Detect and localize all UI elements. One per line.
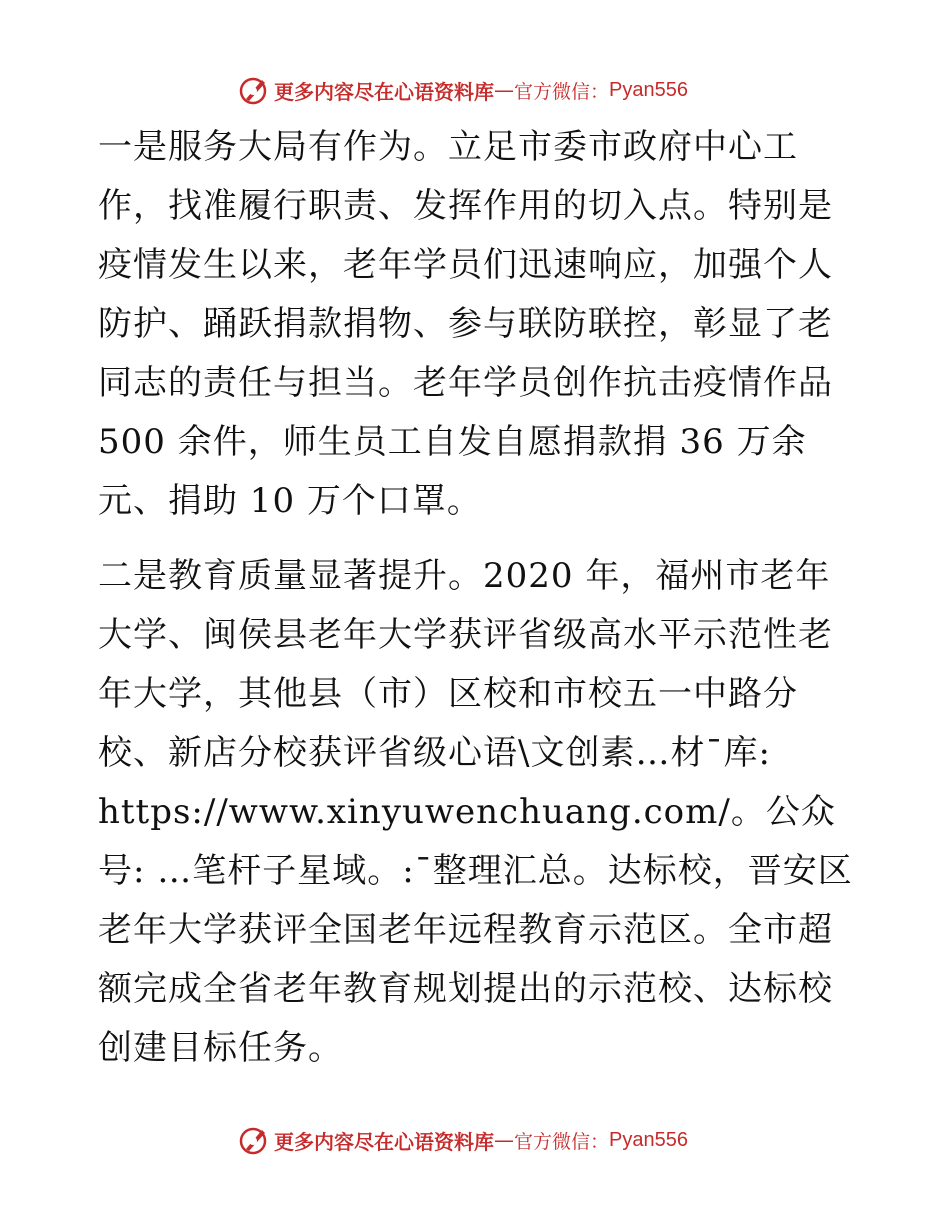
quill-logo-icon — [236, 1123, 270, 1157]
watermark-wechat-id: Pyan556 — [609, 1128, 688, 1151]
paragraph-1: 一是服务大局有作为。立足市委市政府中心工作，找准履行职责、发挥作用的切入点。特别是疫情发生以来，老年学员们迅速响应，加强个人防护、踊跃捐款捐物、参与联防联控，彰显了老同志的责任与担当。老年学员创作抗击疫情作品 500 余件，师生员工自发自愿捐款捐 36 万余元、捐助 10 万个口罩。 — [98, 127, 833, 521]
watermark-subtitle: 官方微信： — [514, 1130, 610, 1153]
footer-watermark-banner — [236, 1122, 688, 1158]
watermark-separator: — — [494, 1128, 514, 1152]
document-body — [98, 118, 858, 1078]
header-watermark-banner — [236, 72, 688, 108]
quill-logo-icon — [236, 73, 270, 107]
watermark-title: 更多内容尽在心语资料库 — [274, 79, 494, 104]
watermark-wechat-id: Pyan556 — [609, 78, 688, 101]
watermark-title: 更多内容尽在心语资料库 — [274, 1129, 494, 1154]
watermark-subtitle: 官方微信： — [514, 80, 610, 103]
watermark-separator: — — [494, 78, 514, 102]
paragraph-2: 二是教育质量显著提升。2020 年，福州市老年大学、闽侯县老年大学获评省级高水平示范性老年大学，其他县（市）区校和市校五一中路分校、新店分校获评省级心语\文创素…材¯库: https://www.xinyuwenchuang.com/。公众号: …笔杆子星域。:¯整理汇总。达标校，晋安区老年大学获评全国老年远程教育示范区。全市超额完成全省老年教育规划提出的示范校、达标校创建目标任务。 — [98, 556, 853, 1068]
